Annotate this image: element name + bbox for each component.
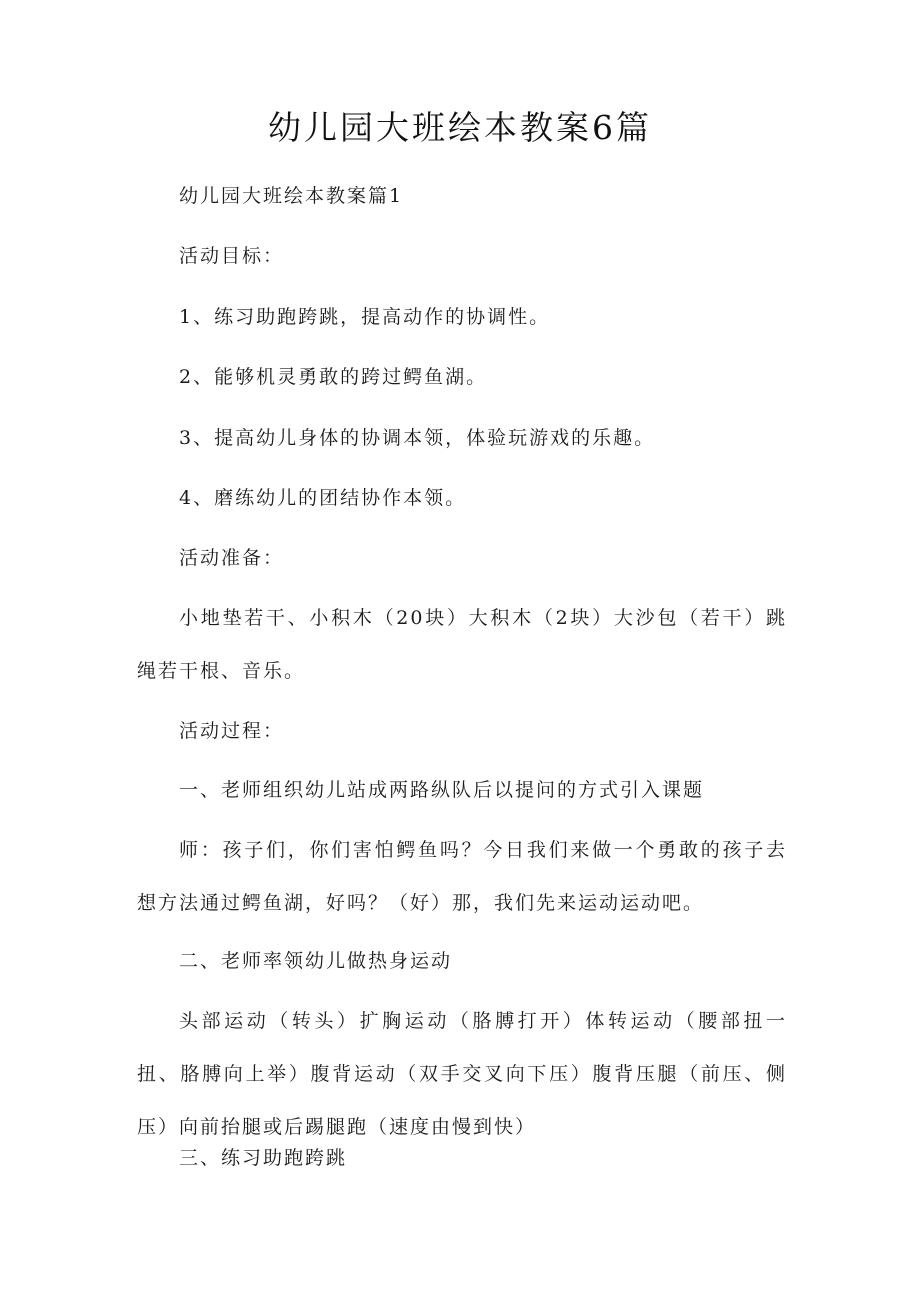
paragraph-warmup-details: 头部运动（转头）扩胸运动（胳膊打开）体转运动（腰部扭一扭、胳膊向上举）腹背运动（双手交叉向下压）腹背压腿（前压、侧压）向前抬腿或后踢腿跑（速度由慢到快） [137,1010,787,1138]
paragraph-objectives-heading: 活动目标： [179,245,285,267]
section-heading: 幼儿园大班绘本教案篇1 [179,185,404,207]
document-title: 幼儿园大班绘本教案6篇 [268,108,652,147]
paragraph-process-heading: 活动过程： [179,720,285,742]
paragraph-step-2: 二、老师率领幼儿做热身运动 [179,950,453,972]
paragraph-preparation-heading: 活动准备： [179,547,285,569]
paragraph-objective-3: 3、提高幼儿身体的协调本领，体验玩游戏的乐趣。 [179,427,656,449]
paragraph-teacher-dialogue: 师：孩子们，你们害怕鳄鱼吗？今日我们来做一个勇敢的孩子去想方法通过鳄鱼湖，好吗？（好）那，我们先来运动运动吧。 [137,839,787,914]
paragraph-objective-2: 2、能够机灵勇敢的跨过鳄鱼湖。 [179,366,488,388]
paragraph-objective-4: 4、磨练幼儿的团结协作本领。 [179,487,467,509]
paragraph-preparation-materials: 小地垫若干、小积木（20块）大积木（2块）大沙包（若干）跳绳若干根、音乐。 [137,607,787,682]
paragraph-step-1: 一、老师组织幼儿站成两路纵队后以提问的方式引入课题 [179,779,705,801]
paragraph-objective-1: 1、练习助跑跨跳，提高动作的协调性。 [179,306,551,328]
paragraph-step-3: 三、练习助跑跨跳 [179,1147,348,1169]
